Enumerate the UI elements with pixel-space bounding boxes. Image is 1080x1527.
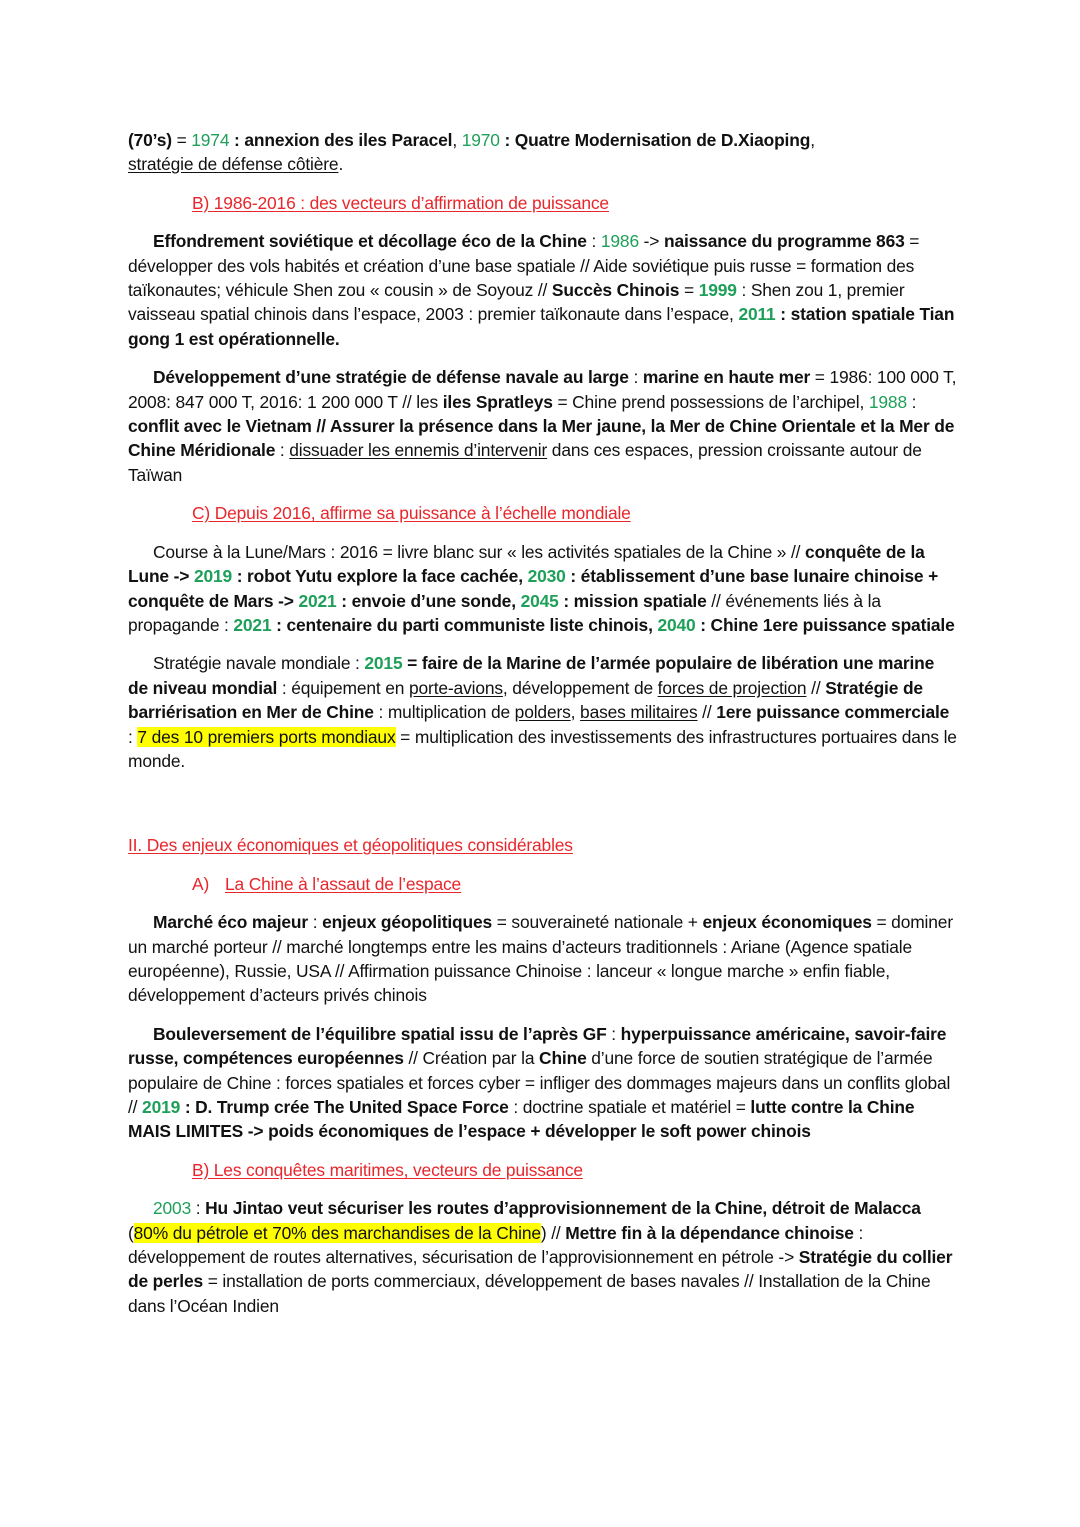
paragraph-naval-defense: Développement d’une stratégie de défense navale au large : marine en haute mer = 1986: 100 000 T, 2008: 847 000 T, 2016: 1 200 000 T // les iles Spratleys = Chine prend possessions de l’archipel, 1988 : conflit avec le Vietnam // Assurer la présence dans la Mer jaune, la Mer de Chine Orientale et la Mer de Chine Méridionale : dissuader les ennemis d’intervenir dans ces espaces, pression croissante autour de Taïwan	[128, 367, 957, 485]
paragraph-space-market: Marché éco majeur : enjeux géopolitiques = souveraineté nationale + enjeux économiques = dominer un marché porteur // marché longtemps entre les mains d’acteurs traditionnels : Ariane (Agence spatiale européenne), Russie, USA // Affirmation puissance Chinoise : lanceur « longue marche » enfin fiable, développement d’acteurs privés chinois	[128, 912, 953, 1006]
underlined-term: stratégie de défense côtière	[128, 154, 339, 175]
highlighted-text: 7 des 10 premiers ports mondiaux	[137, 726, 396, 747]
date: 2015	[364, 653, 403, 674]
highlighted-text: 80% du pétrole et 70% des marchandises de la Chine	[133, 1222, 541, 1243]
paragraph-space-balance: Bouleversement de l’équilibre spatial issu de l’après GF : hyperpuissance américaine, savoir-faire russe, compétences européennes // Création par la Chine d’une force de soutien stratégique de l’armée populaire de Chine : forces spatiales et forces cyber = infliger des dommages majeurs dans un conflits global // 2019 : D. Trump crée The United Space Force : doctrine spatiale et matériel = lutte contre la Chine MAIS LIMITES -> poids économiques de l’espace + développer le soft power chinois	[128, 1023, 951, 1142]
paragraph-naval-strategy: Stratégie navale mondiale : 2015 = faire de la Marine de l’armée populaire de libération une marine de niveau mondial : équipement en porte-avions, développement de forces de projection // Stratégie de barriérisation en Mer de Chine : multiplication de polders, bases militaires // 1ere puissance commerciale : 7 des 10 premiers ports mondiaux = multiplication des investissements des infrastructures portuaires dans le monde.	[128, 653, 957, 771]
date: 2045	[520, 590, 559, 611]
date: 1988	[868, 391, 907, 412]
underlined-term: dissuader les ennemis d’intervenir	[289, 440, 548, 461]
date: 2021	[233, 614, 272, 635]
paragraph-moon-mars: Course à la Lune/Mars : 2016 = livre blanc sur « les activités spatiales de la Chine » // conquête de la Lune -> 2019 : robot Yutu explore la face cachée, 2030 : établissement d’une base lunaire chinoise + conquête de Mars -> 2021 : envoie d’une sonde, 2045 : mission spatiale // événements liés à la propagande : 2021 : centenaire du parti communiste liste chinois, 2040 : Chine 1ere puissance spatiale	[128, 541, 955, 635]
date: 2003	[153, 1198, 192, 1219]
paragraph-maritime: 2003 : Hu Jintao veut sécuriser les routes d’approvisionnement de la Chine, détroit de Malacca (80% du pétrole et 70% des marchandises de la Chine) // Mettre fin à la dépendance chinoise : développement de routes alternatives, sécurisation de l’approvisionnement en pétrole -> Stratégie du collier de perles = installation de ports commerciaux, développement de bases navales // Installation de la Chine dans l’Océan Indien	[128, 1198, 953, 1316]
period-label: (70’s)	[128, 130, 172, 150]
date: 2040	[657, 614, 696, 635]
date: 2019	[142, 1097, 181, 1117]
date: 2030	[527, 566, 566, 587]
date: 1970	[461, 130, 500, 150]
date: 1999	[698, 280, 737, 301]
date: 2011	[738, 304, 776, 325]
document-page	[128, 128, 958, 1332]
underlined-term: forces de projection	[657, 677, 807, 698]
date: 1986	[600, 231, 639, 252]
date: 2019	[193, 566, 233, 587]
section-heading-2b: B) Les conquêtes maritimes, vecteurs de puissance	[192, 1159, 583, 1180]
date: 2021	[298, 590, 337, 611]
paragraph-space-program: Effondrement soviétique et décollage éco de la Chine : 1986 -> naissance du programme 863 = développer des vols habités et création d’une base spatiale // Aide soviétique puis russe = formation des taïkonautes; véhicule Shen zou « cousin » de Soyouz // Succès Chinois = 1999 : Shen zou 1, premier vaisseau spatial chinois dans l’espace, 2003 : premier taïkonaute dans l’espace, 2011 : station spatiale Tian gong 1 est opérationnelle.	[128, 231, 955, 349]
section-heading-1b: B) 1986-2016 : des vecteurs d’affirmation de puissance	[192, 192, 609, 213]
section-heading-2: II. Des enjeux économiques et géopolitiques considérables	[128, 835, 573, 856]
section-letter: A)	[192, 873, 210, 894]
underlined-term: bases militaires	[580, 702, 698, 723]
intro-paragraph: (70’s) = 1974 : annexion des iles Paracel, 1970 : Quatre Modernisation de D.Xiaoping, stratégie de défense côtière.	[128, 130, 815, 175]
section-heading-1c: C) Depuis 2016, affirme sa puissance à l’échelle mondiale	[192, 503, 631, 524]
date: 1974	[191, 130, 230, 150]
underlined-term: polders	[514, 702, 571, 723]
section-heading-2a: A) La Chine à l’assaut de l’espace	[128, 872, 958, 896]
underlined-term: porte-avions	[409, 677, 503, 698]
